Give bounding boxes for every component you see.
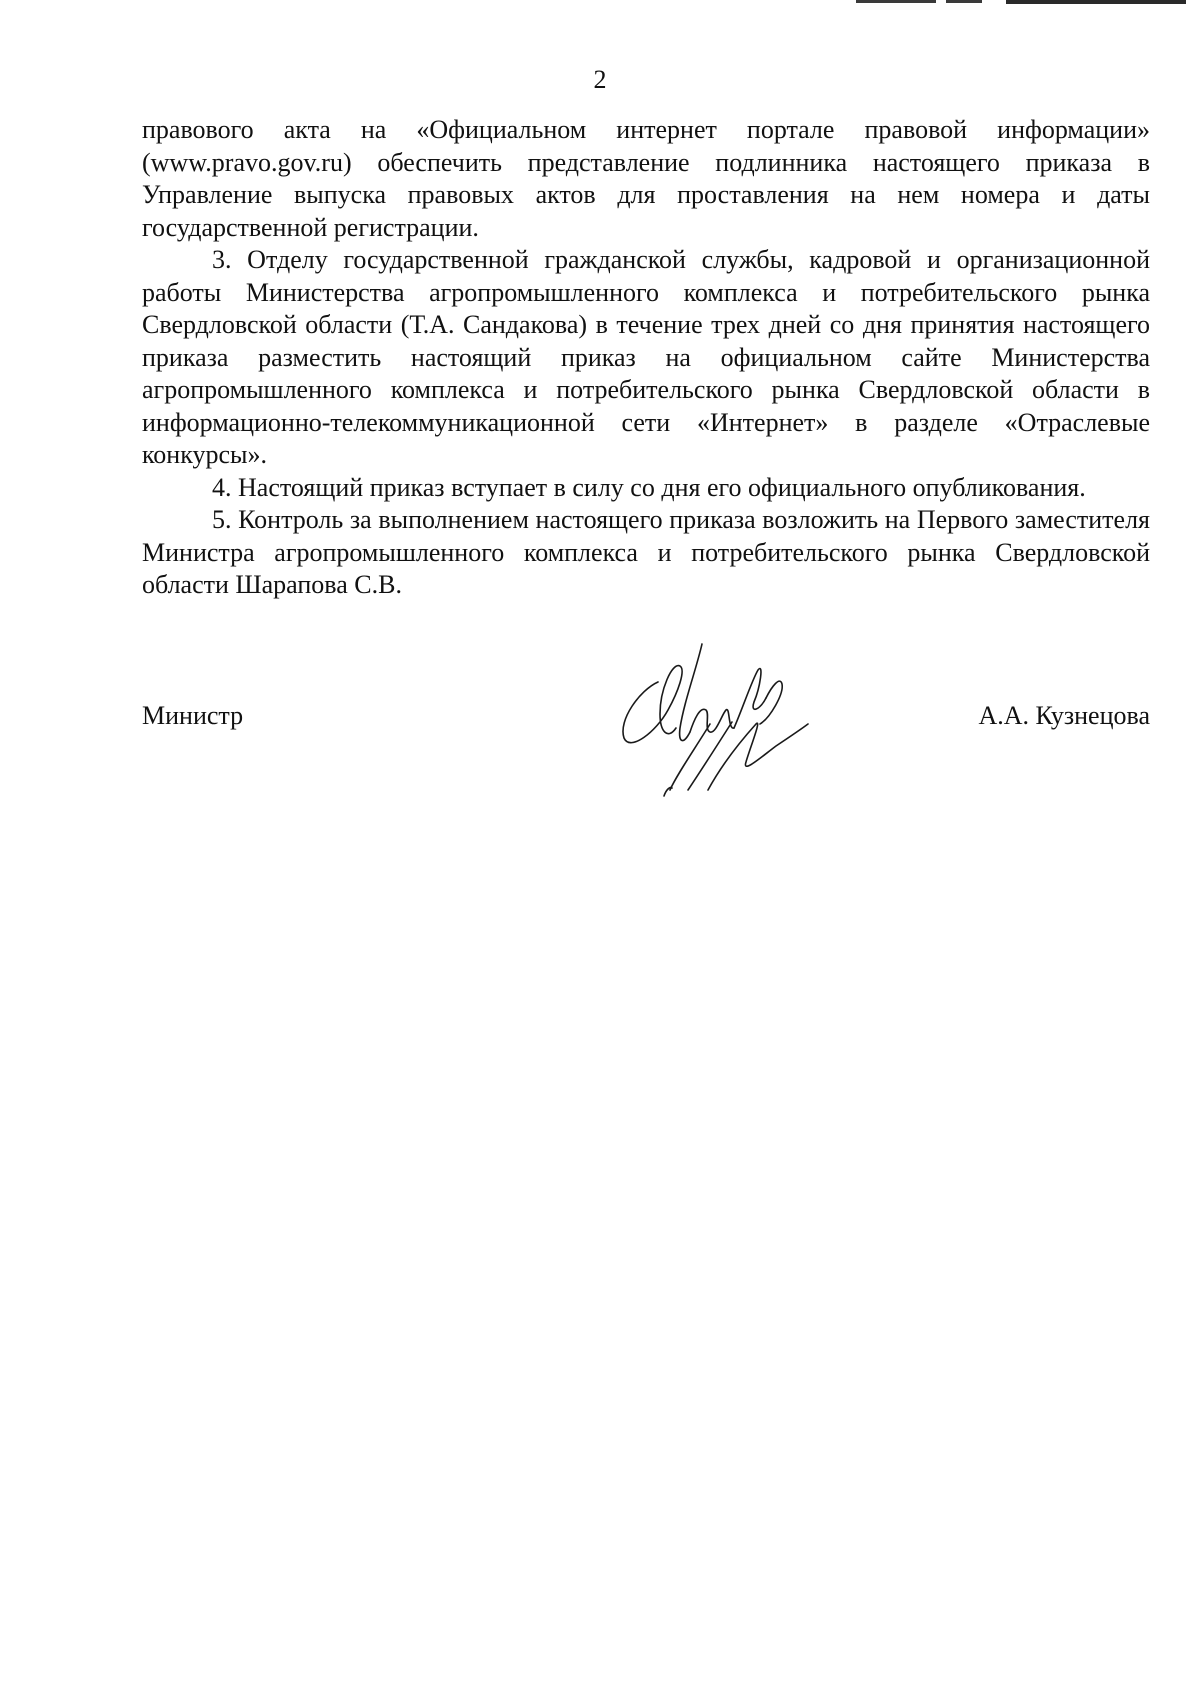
page-number: 2	[593, 65, 607, 94]
document-body	[142, 114, 1150, 602]
paragraph-item-4: 4. Настоящий приказ вступает в силу со дня его официального опубликования.	[212, 472, 1086, 502]
paragraph-item-5: 5. Контроль за выполнением настоящего приказа возложить на Первого заместителя Министра агропромышленного комплекса и потребительского рынка Свердловской области Шарапова С.В.	[142, 505, 1150, 599]
signer-name: А.А. Кузнецова	[978, 701, 1150, 730]
scan-edge-marks	[856, 0, 1186, 6]
signer-position: Министр	[142, 701, 244, 730]
handwritten-signature	[610, 640, 820, 800]
paragraph-continuation: правового акта на «Официальном интернет портале правовой информации» (www.pravo.gov.ru) обеспечить представление подлинника настоящего приказа в Управление выпуска правовых актов для проставления на нем номера и даты государственной регистрации.	[142, 115, 1150, 242]
paragraph-item-3: 3. Отделу государственной гражданской службы, кадровой и организационной работы Министерства агропромышленного комплекса и потребительского рынка Свердловской области (Т.А. Сандакова) в течение трех дней со дня принятия настоящего приказа разместить настоящий приказ на официальном сайте Министерства агропромышленного комплекса и потребительского рынка Свердловской области в информационно-телекоммуникационной сети «Интернет» в разделе «Отраслевые конкурсы».	[142, 245, 1150, 469]
